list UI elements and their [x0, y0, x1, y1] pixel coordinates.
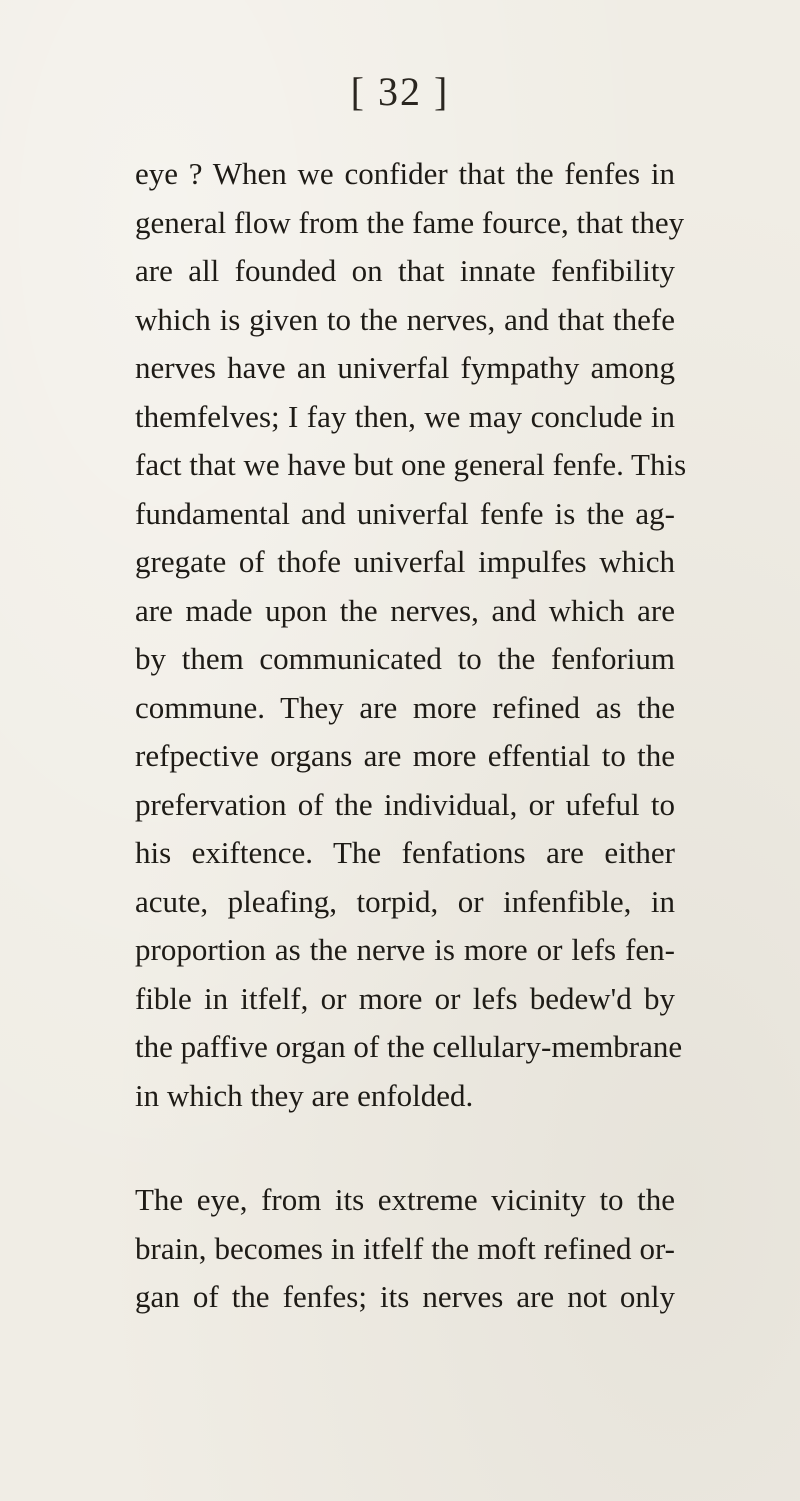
text-line: commune. They are more refined as the	[135, 689, 675, 725]
text-line: gan of the fenfes; its nerves are not only	[135, 1279, 675, 1314]
text-line: his exiftence. The fenfations are either	[135, 835, 675, 870]
text-line: nerves have an univerfal fympathy among	[135, 350, 675, 385]
text-line: in which they are enfolded.	[135, 1077, 474, 1113]
text-line: proportion as the nerve is more or lefs fen-	[135, 932, 675, 967]
text-line: fible in itfelf, or more or lefs bedew'd by	[135, 980, 675, 1016]
text-line: the paffive organ of the cellulary-membrane	[135, 1029, 683, 1064]
text-line: fact that we have but one general fenfe. This	[135, 447, 687, 482]
text-line: acute, pleafing, torpid, or infenfible, in	[135, 883, 675, 919]
text-line: fundamental and univerfal fenfe is the ag-	[135, 495, 675, 531]
text-line: refpective organs are more effential to the	[135, 738, 675, 773]
paragraph-gap	[135, 1120, 675, 1176]
text-line: The eye, from its extreme vicinity to the	[135, 1182, 675, 1217]
text-line: are all founded on that innate fenfibility	[135, 253, 675, 288]
page-body	[135, 150, 687, 1322]
text-line: are made upon the nerves, and which are	[135, 592, 675, 628]
text-line: gregate of thofe univerfal impulfes which	[135, 544, 675, 579]
paragraph-2	[135, 1176, 675, 1322]
text-line: themfelves; I fay then, we may conclude in	[135, 398, 675, 434]
text-line: prefervation of the individual, or ufeful to	[135, 786, 675, 822]
text-line: by them communicated to the fenforium	[135, 641, 675, 676]
paragraph-1	[135, 150, 687, 1120]
page-number: [ 32 ]	[350, 69, 450, 114]
text-line: brain, becomes in itfelf the moft refined or-	[135, 1230, 675, 1266]
text-line: eye ? When we confider that the fenfes in	[135, 156, 675, 191]
text-line: general flow from the fame fource, that they	[135, 204, 685, 240]
text-line: which is given to the nerves, and that thefe	[135, 301, 675, 337]
